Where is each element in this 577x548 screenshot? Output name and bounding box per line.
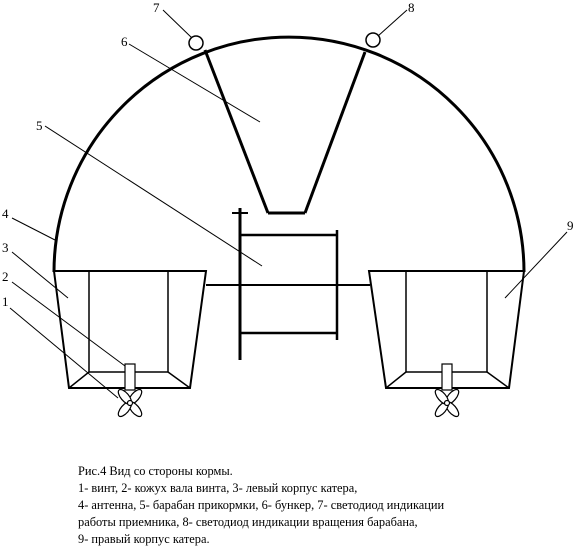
led-receiver <box>189 36 203 50</box>
caption-legend-line: 9- правый корпус катера. <box>78 532 210 546</box>
label-9: 9 <box>567 218 574 233</box>
label-5: 5 <box>36 118 43 133</box>
led-drum-rotation <box>366 33 380 47</box>
figure-caption <box>78 463 568 548</box>
right-shaft-housing <box>442 364 452 390</box>
antenna-arc <box>54 37 524 272</box>
left-propeller <box>116 387 144 418</box>
label-6: 6 <box>121 34 128 49</box>
label-2: 2 <box>2 269 9 284</box>
label-4: 4 <box>2 206 9 221</box>
caption-legend-line: 4- антенна, 5- барабан прикормки, 6- бункер, 7- светодиод индикации <box>78 498 445 512</box>
label-7: 7 <box>153 0 160 15</box>
caption-legend-line: 1- винт, 2- кожух вала винта, 3- левый корпус катера, <box>78 481 358 495</box>
label-1: 1 <box>2 294 9 309</box>
right-propeller <box>433 387 461 418</box>
bunker <box>205 50 365 213</box>
left-shaft-housing <box>125 364 135 390</box>
caption-legend-line: работы приемника, 8- светодиод индикации вращения барабана, <box>78 515 418 529</box>
leader-lines <box>10 10 567 398</box>
caption-title: Рис.4 Вид со стороны кормы. <box>78 464 233 478</box>
label-8: 8 <box>408 0 415 15</box>
label-3: 3 <box>2 240 9 255</box>
